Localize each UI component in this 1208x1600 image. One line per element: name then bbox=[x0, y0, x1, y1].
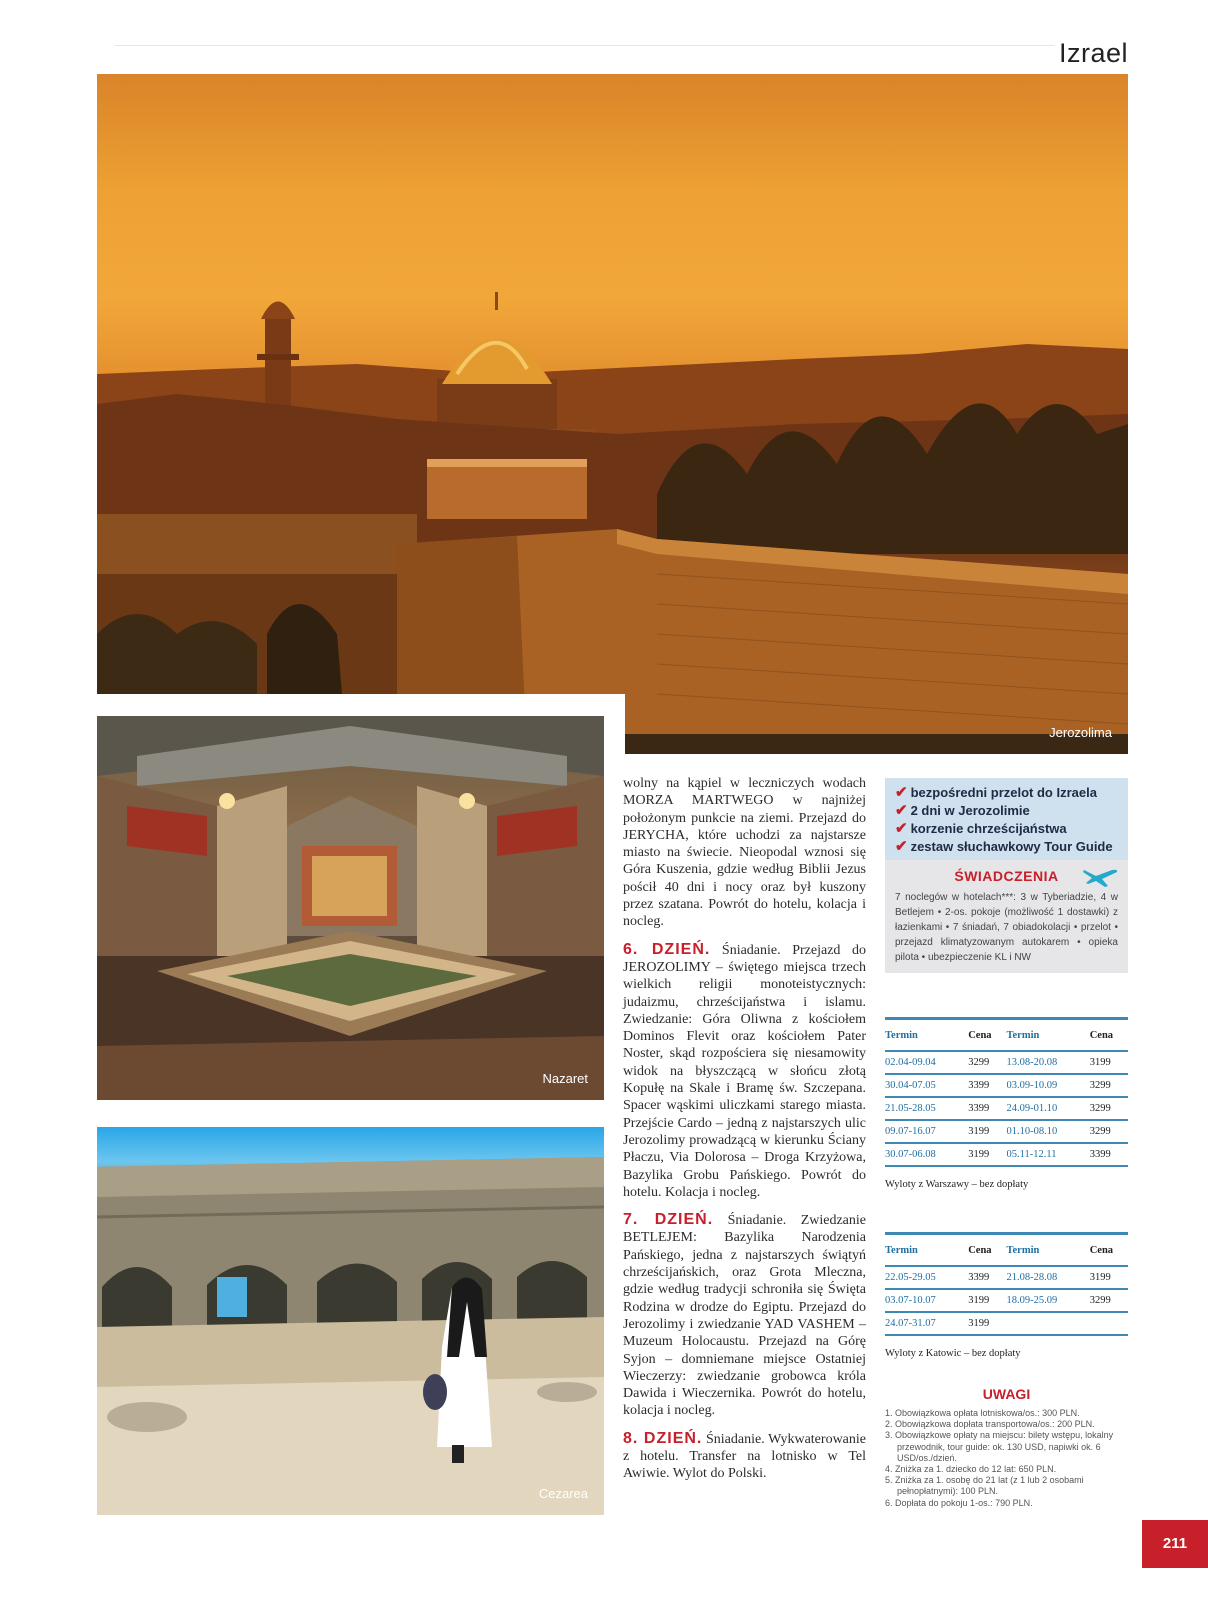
departure-note-katowice: Wyloty z Katowic – bez dopłaty bbox=[885, 1348, 1021, 1359]
price-table-warsaw bbox=[885, 1017, 1128, 1190]
table-row bbox=[885, 1074, 1128, 1097]
airplane-icon bbox=[1082, 866, 1120, 888]
highlight-item bbox=[895, 802, 1120, 820]
notes-title: UWAGI bbox=[982, 1386, 1031, 1402]
departure-note-warsaw: Wyloty z Warszawy – bez dopłaty bbox=[885, 1179, 1029, 1190]
basilica-interior-illustration bbox=[97, 716, 604, 1100]
highlight-text: zestaw słuchawkowy Tour Guide bbox=[910, 839, 1113, 854]
term-cell: 05.11-12.11 bbox=[1006, 1143, 1089, 1166]
benefits-title: ŚWIADCZENIA bbox=[954, 868, 1059, 884]
price-cell: 3399 bbox=[968, 1074, 1006, 1097]
hero-caption: Jerozolima bbox=[1049, 725, 1112, 740]
day-7-label: 7. DZIEŃ. bbox=[623, 1211, 714, 1229]
table-row bbox=[885, 1120, 1128, 1143]
price-cell bbox=[1090, 1312, 1128, 1335]
checkmark-icon: ✔ bbox=[895, 802, 908, 819]
column-header: Cena bbox=[968, 1019, 1006, 1052]
term-cell: 13.08-20.08 bbox=[1006, 1051, 1089, 1074]
checkmark-icon: ✔ bbox=[895, 838, 908, 855]
photo-nazaret bbox=[97, 716, 604, 1100]
term-cell: 24.07-31.07 bbox=[885, 1312, 968, 1335]
table-row bbox=[885, 1097, 1128, 1120]
cezarea-caption: Cezarea bbox=[538, 1486, 588, 1501]
hero-photo-jerusalem bbox=[97, 74, 1128, 754]
price-cell: 3299 bbox=[1090, 1120, 1128, 1143]
price-cell: 3199 bbox=[968, 1120, 1006, 1143]
term-cell: 22.05-29.05 bbox=[885, 1266, 968, 1289]
checkmark-icon: ✔ bbox=[895, 784, 908, 801]
jerusalem-skyline-illustration bbox=[97, 74, 1128, 754]
notes-box bbox=[885, 1386, 1128, 1509]
term-cell: 03.09-10.09 bbox=[1006, 1074, 1089, 1097]
header-rule bbox=[115, 45, 1055, 46]
term-cell: 03.07-10.07 bbox=[885, 1289, 968, 1312]
page-number: 211 bbox=[1142, 1520, 1208, 1568]
benefits-box bbox=[885, 860, 1128, 973]
price-cell: 3199 bbox=[968, 1289, 1006, 1312]
highlight-text: bezpośredni przelot do Izraela bbox=[910, 785, 1097, 800]
notes-list bbox=[885, 1408, 1128, 1509]
benefits-text: 7 noclegów w hotelach***: 3 w Tyberiadzie, 4 w Betlejem • 2-os. pokoje (możliwość 1 dostawki) z łazienkami • 7 śniadań, 7 obiadokolacji • przelot • przejazd klimatyzowanym autokarem • opieka pilota • ubezpieczenie KL i NW bbox=[895, 892, 1118, 963]
column-header: Termin bbox=[1006, 1234, 1089, 1267]
column-header: Termin bbox=[1006, 1019, 1089, 1052]
term-cell: 30.07-06.08 bbox=[885, 1143, 968, 1166]
page-title: Izrael bbox=[1058, 38, 1128, 68]
itinerary-text bbox=[623, 775, 866, 1493]
day-8-text: Śniadanie. Wykwaterowanie z hotelu. Transfer na lotnisko w Tel Awiwie. Wylot do Polski. bbox=[623, 1431, 866, 1482]
price-cell: 3399 bbox=[1090, 1143, 1128, 1166]
price-cell: 3199 bbox=[968, 1143, 1006, 1166]
price-cell: 3199 bbox=[968, 1312, 1006, 1335]
list-item: 3. Obowiązkowe opłaty na miejscu: bilety wstępu, lokalny przewodnik, tour guide: ok. 130 USD, napiwki ok. 6 USD/os./dzień. bbox=[885, 1430, 1114, 1463]
day-8-label: 8. DZIEŃ. bbox=[623, 1429, 703, 1447]
aqueduct-illustration bbox=[97, 1127, 604, 1515]
itinerary-day-6 bbox=[623, 941, 866, 1201]
table-row bbox=[885, 1312, 1128, 1335]
column-header: Termin bbox=[885, 1019, 968, 1052]
table-row bbox=[885, 1051, 1128, 1074]
column-header: Cena bbox=[1090, 1019, 1128, 1052]
highlight-item bbox=[895, 784, 1120, 802]
itinerary-day-7 bbox=[623, 1211, 866, 1420]
price-cell: 3299 bbox=[968, 1051, 1006, 1074]
price-cell: 3299 bbox=[1090, 1074, 1128, 1097]
highlight-item bbox=[895, 838, 1120, 856]
column-header: Termin bbox=[885, 1234, 968, 1267]
term-cell: 01.10-08.10 bbox=[1006, 1120, 1089, 1143]
itinerary-day-8 bbox=[623, 1430, 866, 1483]
price-table-katowice bbox=[885, 1232, 1128, 1359]
term-cell: 21.08-28.08 bbox=[1006, 1266, 1089, 1289]
highlight-text: 2 dni w Jerozolimie bbox=[910, 803, 1030, 818]
day-7-text: Śniadanie. Zwiedzanie BETLEJEM: Bazylika Narodzenia Pańskiego, jedna z najstarszych świątyń chrześcijańskich, oraz Grota Mleczna, gdzie według tradycji schroniła się Święta Rodzina w drodze do Egiptu. Przejazd do Jerozolimy i zwiedzanie YAD VASHEM – Muzeum Holocaustu. Przejazd na Górę Syjon – domniemane miejsce Ostatniej Wieczerzy: zwiedzanie grobowca króla Dawida i Wieczernika. Powrót do hotelu, kolacja i nocleg. bbox=[623, 1213, 866, 1419]
highlight-text: korzenie chrześcijaństwa bbox=[910, 821, 1067, 836]
day-6-text: Śniadanie. Przejazd do JEROZOLIMY – świętego miejsca trzech wielkich religii monoteistycznych: judaizmu, chrześcijaństwa i islamu. Zwiedzanie: Góra Oliwna z kościołem Dominos Flevit oraz kościołem Pater Noster, skąd rozpościera się niesamowity widok na błyszczącą w słońcu złotą Kopułę na Skale i Bramę św. Szczepana. Spacer wąskimi uliczkami starego miasta. Przejście Cardo – jedną z najstarszych ulic Jerozolimy prowadzącą w kierunku Ściany Płaczu, Via Dolorosa – Droga Krzyżowa, Bazylika Grobu Pańskiego. Powrót do hotelu. Kolacja i nocleg. bbox=[623, 942, 866, 1200]
day-6-label: 6. DZIEŃ. bbox=[623, 940, 711, 958]
term-cell: 02.04-09.04 bbox=[885, 1051, 968, 1074]
nazaret-caption: Nazaret bbox=[542, 1071, 588, 1086]
offer-sidebar bbox=[885, 778, 1128, 973]
highlight-item bbox=[895, 820, 1120, 838]
list-item: 5. Zniżka za 1. osobę do 21 lat (z 1 lub 2 osobami pełnopłatnymi): 100 PLN. bbox=[885, 1475, 1084, 1497]
term-cell: 30.04-07.05 bbox=[885, 1074, 968, 1097]
table-row bbox=[885, 1143, 1128, 1166]
itinerary-intro: wolny na kąpiel w leczniczych wodach MORZA MARTWEGO w najniżej położonym punkcie na ziemi. Przejazd do JERYCHA, które uchodzi za najstarsze miasto na świecie. Nieopodal wznosi się Góra Kuszenia, gdzie według Biblii Jezus pościł 40 dni i nocy oraz był kuszony przez szatana. Powrót do hotelu, kolacja i nocleg. bbox=[623, 776, 866, 930]
price-cell: 3299 bbox=[1090, 1097, 1128, 1120]
list-item: 2. Obowiązkowa dopłata transportowa/os.: 200 PLN. bbox=[885, 1419, 1095, 1430]
price-cell: 3199 bbox=[1090, 1051, 1128, 1074]
term-cell: 09.07-16.07 bbox=[885, 1120, 968, 1143]
price-cell: 3399 bbox=[968, 1097, 1006, 1120]
table-row bbox=[885, 1266, 1128, 1289]
highlights-box bbox=[885, 778, 1128, 860]
term-cell: 24.09-01.10 bbox=[1006, 1097, 1089, 1120]
column-header: Cena bbox=[1090, 1234, 1128, 1267]
checkmark-icon: ✔ bbox=[895, 820, 908, 837]
price-cell: 3399 bbox=[968, 1266, 1006, 1289]
list-item: 1. Obowiązkowa opłata lotniskowa/os.: 300 PLN. bbox=[885, 1408, 1080, 1418]
price-cell: 3299 bbox=[1090, 1289, 1128, 1312]
term-cell bbox=[1006, 1312, 1089, 1335]
price-cell: 3199 bbox=[1090, 1266, 1128, 1289]
list-item: 6. Dopłata do pokoju 1-os.: 790 PLN. bbox=[885, 1497, 1033, 1508]
term-cell: 18.09-25.09 bbox=[1006, 1289, 1089, 1312]
table-row bbox=[885, 1289, 1128, 1312]
photo-cezarea bbox=[97, 1127, 604, 1515]
term-cell: 21.05-28.05 bbox=[885, 1097, 968, 1120]
list-item: 4. Zniżka za 1. dziecko do 12 lat: 650 PLN. bbox=[885, 1464, 1057, 1475]
column-header: Cena bbox=[968, 1234, 1006, 1267]
